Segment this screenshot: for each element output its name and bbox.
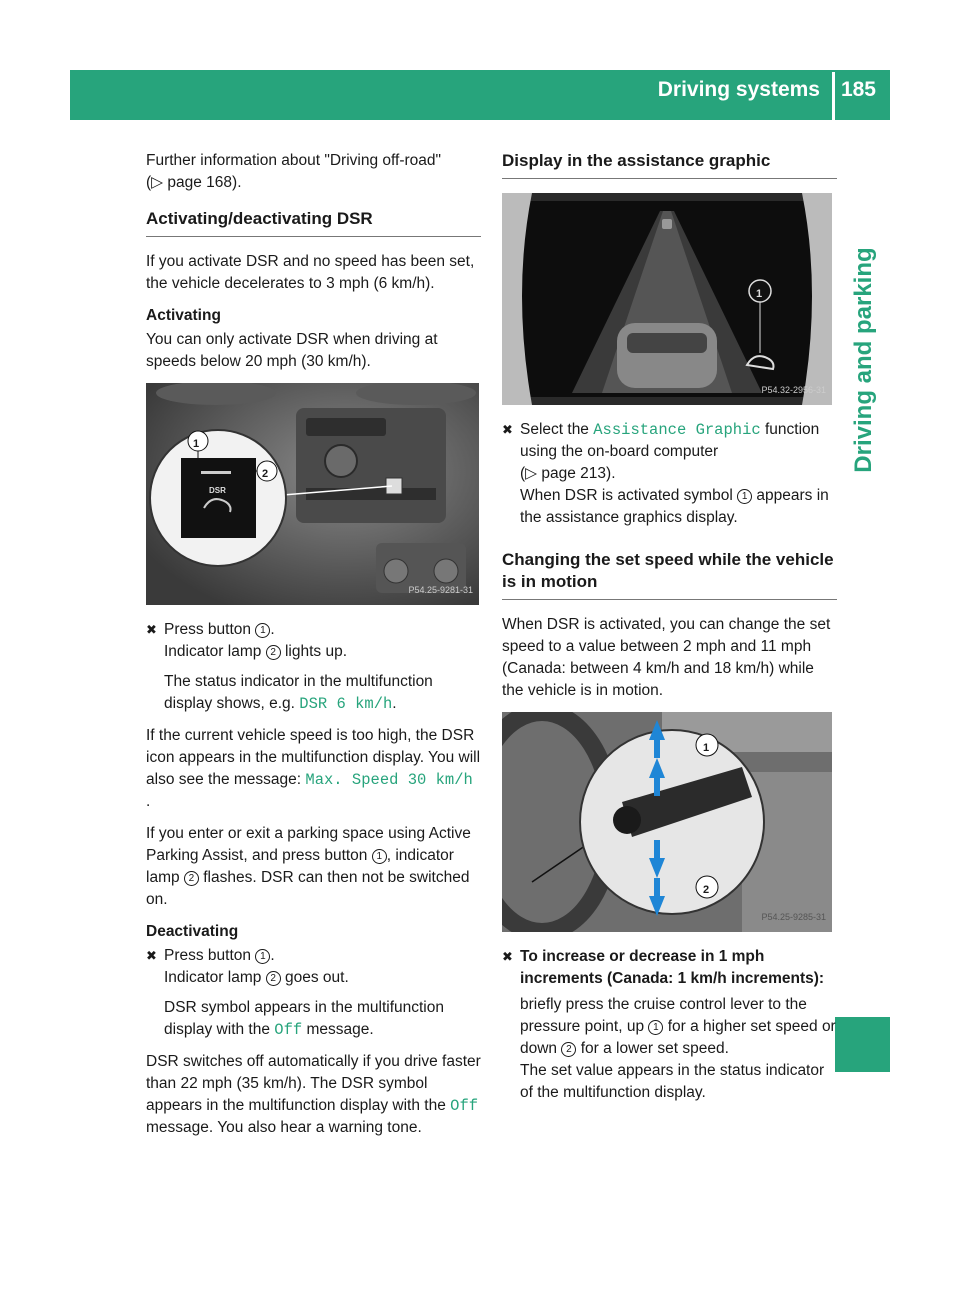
dsr-display-label: DSR	[209, 486, 226, 495]
page-number: 185	[840, 78, 876, 101]
callout-1-icon: 1	[648, 1020, 663, 1035]
intro-text: Further information about "Driving off-road" (▷ page 168).	[146, 152, 442, 191]
left-column	[146, 150, 481, 1149]
section-title: Driving systems	[657, 78, 820, 101]
paragraph-parking-assist: If you enter or exit a parking space using Active Parking Assist, and press button 1 , indicator lamp 2 flashes. DSR can then not be switched on.	[146, 825, 471, 908]
header-divider	[832, 72, 835, 120]
heading-rule	[146, 236, 481, 237]
paragraph-decelerate: If you activate DSR and no speed has been set, the vehicle decelerates to 3 mph (6 km/h).	[146, 253, 475, 292]
heading-assistance-graphic: Display in the assistance graphic	[502, 151, 771, 170]
callout-2-icon: 2	[184, 871, 199, 886]
heading-activating-deactivating: Activating/deactivating DSR	[146, 209, 373, 228]
step-press-button: ✖ Press button 1 . Indicator lamp 2 lights up. The status indicator in the multifunction display shows, e.g. DSR 6 km/h.	[146, 621, 433, 713]
callout-2: 2	[703, 884, 710, 896]
callout-1-icon: 1	[737, 489, 752, 504]
right-column	[502, 150, 837, 1114]
figure-code: P54.32-2956-31	[761, 385, 826, 395]
step-deactivate: ✖ Press button 1 . Indicator lamp 2 goes out. DSR symbol appears in the multifunction display with the Off message.	[146, 947, 444, 1039]
menu-function-assistance-graphic: Assistance Graphic	[593, 421, 761, 439]
callout-2-icon: 2	[561, 1042, 576, 1057]
callout-1-icon: 1	[372, 849, 387, 864]
callout-2: 2	[262, 468, 269, 480]
heading-rule	[502, 178, 837, 179]
callout-2-icon: 2	[266, 645, 281, 660]
assistance-graphic-illustration	[502, 193, 832, 405]
display-message-off: Off	[450, 1097, 479, 1115]
step-arrow-icon: ✖	[146, 948, 157, 963]
step-title: To increase or decrease in 1 mph increments (Canada: 1 km/h increments):	[520, 948, 825, 987]
paragraph-set-speed-range: When DSR is activated, you can change the set speed to a value between 2 mph and 11 mph (Canada: between 4 km/h and 18 km/h) while the vehicle is in motion.	[502, 616, 831, 699]
paragraph-speed-too-high: If the current vehicle speed is too high, the DSR icon appears in the multifunction display. You will also see the message: Max. Speed 30 km/h .	[146, 727, 481, 810]
heading-changing-set-speed: Changing the set speed while the vehicle is in motion	[502, 550, 834, 591]
callout-1-icon: 1	[255, 623, 270, 638]
heading-rule	[502, 599, 837, 600]
side-tab-marker	[835, 1017, 890, 1072]
figure-cruise-control-lever	[502, 712, 832, 932]
step-select-assistance-graphic: ✖ Select the Assistance Graphic function using the on-board computer (▷ page 213). When DSR is activated symbol 1 appears in the assistance graphics display.	[502, 421, 829, 526]
subheading-deactivating: Deactivating	[146, 923, 239, 940]
step-arrow-icon: ✖	[146, 622, 157, 637]
paragraph-auto-off: DSR switches off automatically if you drive faster than 22 mph (35 km/h). The DSR symbol appears in the multifunction display with the Off message. You also hear a warning tone.	[146, 1053, 481, 1136]
step-arrow-icon: ✖	[502, 949, 513, 964]
header-bar	[70, 70, 890, 120]
figure-code: P54.25-9285-31	[761, 912, 826, 922]
display-message-max-speed: Max. Speed 30 km/h	[305, 771, 473, 789]
subheading-activating: Activating	[146, 307, 221, 324]
display-message-dsr: DSR 6 km/h	[299, 695, 393, 713]
figure-assistance-graphic	[502, 193, 832, 405]
step-arrow-icon: ✖	[502, 422, 513, 437]
callout-1: 1	[193, 438, 200, 450]
figure-center-console	[146, 383, 479, 605]
figure-code: P54.25-9281-31	[408, 585, 473, 595]
callout-2-icon: 2	[266, 971, 281, 986]
cruise-control-lever-illustration	[502, 712, 832, 932]
callout-1-icon: 1	[255, 949, 270, 964]
callout-1: 1	[703, 742, 710, 754]
center-console-illustration	[146, 383, 479, 605]
paragraph-activate-speed: You can only activate DSR when driving at speeds below 20 mph (30 km/h).	[146, 331, 438, 370]
callout-1: 1	[756, 288, 763, 300]
display-message-off: Off	[274, 1021, 303, 1039]
step-increase-decrease-speed: ✖ To increase or decrease in 1 mph increments (Canada: 1 km/h increments): briefly press the cruise control lever to the pressure point, up 1 for a higher set speed or down 2 for a lower set speed. The set value appears in the status indicator of the multifunction display.	[502, 948, 836, 1101]
